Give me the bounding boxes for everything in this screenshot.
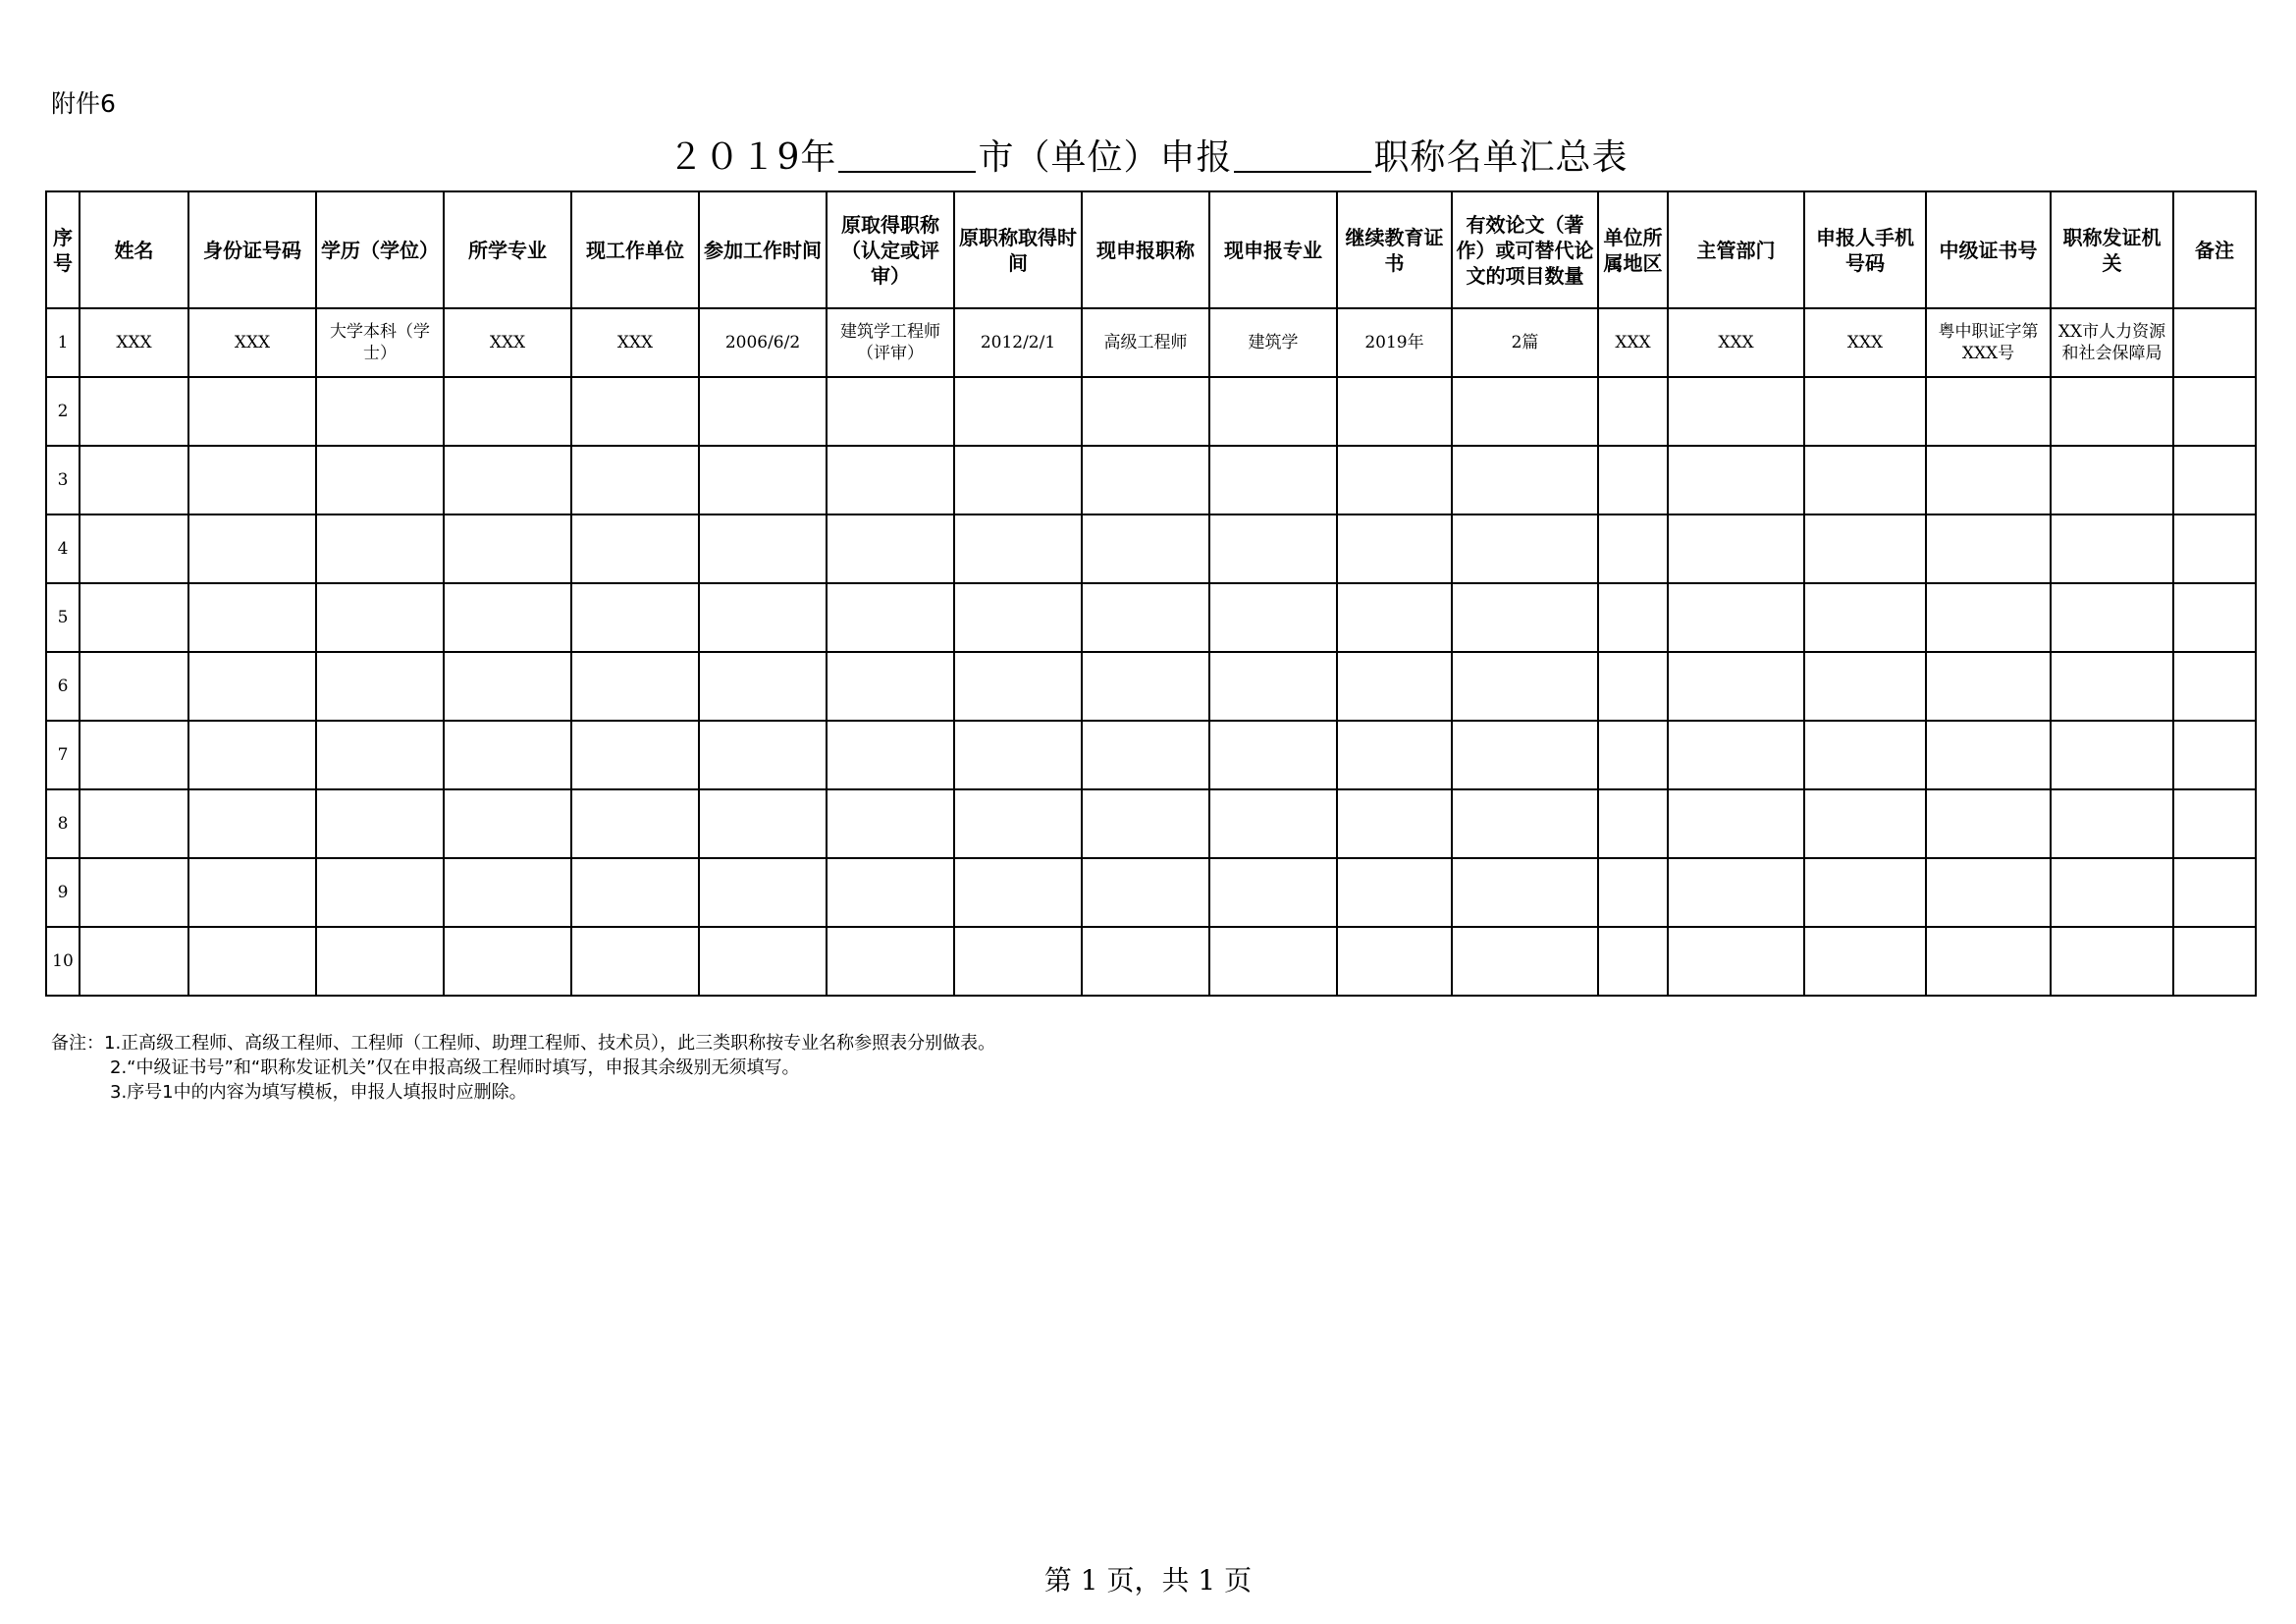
notes-block [51,1031,995,1105]
title-part-end: 职称名单汇总表 [1373,137,1629,178]
table-cell[interactable] [444,514,571,583]
table-cell[interactable] [1668,377,1804,446]
table-cell[interactable] [1668,858,1804,927]
table-cell[interactable] [1337,377,1452,446]
table-cell[interactable] [188,514,316,583]
table-cell[interactable] [954,858,1082,927]
table-row [46,927,2256,996]
table-cell[interactable] [1926,858,2051,927]
table-cell[interactable] [571,927,699,996]
table-cell[interactable] [1082,377,1209,446]
table-cell[interactable] [827,858,954,927]
table-cell[interactable] [1452,721,1598,789]
table-cell[interactable] [2051,652,2173,721]
table-cell[interactable] [699,927,827,996]
table-cell[interactable] [80,789,188,858]
table-cell[interactable] [699,858,827,927]
table-cell[interactable] [1804,377,1926,446]
column-header: 现申报职称 [1082,191,1209,308]
column-header: 现工作单位 [571,191,699,308]
table-cell[interactable] [2173,308,2256,377]
table-cell[interactable] [80,858,188,927]
summary-table [45,190,2257,997]
table-cell[interactable] [1209,927,1337,996]
table-cell[interactable] [1926,927,2051,996]
table-row [46,583,2256,652]
table-cell[interactable] [188,721,316,789]
table-cell[interactable] [444,652,571,721]
table-row [46,858,2256,927]
table-cell[interactable] [1082,858,1209,927]
note-line-2: 2.“中级证书号”和“职称发证机关”仅在申报高级工程师时填写，申报其余级别无须填写。 [110,1057,800,1078]
table-cell[interactable]: 粤中职证字第XXX号 [1926,308,2051,377]
row-number-cell[interactable]: 5 [46,583,80,652]
column-header: 序号 [46,191,80,308]
table-cell[interactable] [571,858,699,927]
column-header: 备注 [2173,191,2256,308]
table-cell[interactable] [1804,446,1926,514]
table-cell[interactable] [1668,721,1804,789]
row-number-cell[interactable]: 7 [46,721,80,789]
table-cell[interactable] [827,721,954,789]
table-cell[interactable] [1926,789,2051,858]
table-cell[interactable] [1082,789,1209,858]
table-cell[interactable] [188,583,316,652]
note-line-1: 备注：1.正高级工程师、高级工程师、工程师（工程师、助理工程师、技术员），此三类职称按专业名称参照表分别做表。 [51,1033,996,1054]
table-cell[interactable] [571,583,699,652]
table-cell[interactable] [1452,377,1598,446]
table-body [46,308,2256,996]
table-cell[interactable] [2051,858,2173,927]
table-cell[interactable] [1804,721,1926,789]
table-cell[interactable] [1598,858,1668,927]
table-cell[interactable] [1804,789,1926,858]
title-blank-city [838,170,976,173]
table-cell[interactable] [1668,652,1804,721]
table-cell[interactable] [1598,583,1668,652]
table-cell[interactable] [1337,721,1452,789]
row-number-cell[interactable]: 6 [46,652,80,721]
table-cell[interactable] [80,514,188,583]
table-cell[interactable] [188,652,316,721]
table-cell[interactable] [1209,446,1337,514]
title-part-city: 市（单位）申报 [978,137,1233,178]
table-row [46,377,2256,446]
table-cell[interactable] [2173,514,2256,583]
table-cell[interactable] [827,583,954,652]
column-header: 现申报专业 [1209,191,1337,308]
table-cell[interactable]: XXX [188,308,316,377]
table-cell[interactable] [1337,514,1452,583]
table-cell[interactable] [1452,583,1598,652]
table-cell[interactable] [1668,927,1804,996]
table-cell[interactable] [2173,789,2256,858]
table-cell[interactable] [2173,721,2256,789]
column-header: 所学专业 [444,191,571,308]
table-cell[interactable] [1598,446,1668,514]
table-cell[interactable] [1209,583,1337,652]
column-header: 职称发证机关 [2051,191,2173,308]
table-cell[interactable] [699,652,827,721]
table-cell[interactable] [1209,514,1337,583]
table-cell[interactable]: 2篇 [1452,308,1598,377]
table-cell[interactable] [571,377,699,446]
table-cell[interactable]: XX市人力资源和社会保障局 [2051,308,2173,377]
table-cell[interactable] [1926,514,2051,583]
table-cell[interactable] [316,514,444,583]
table-cell[interactable] [1452,652,1598,721]
table-cell[interactable] [1804,583,1926,652]
table-cell[interactable]: XXX [1668,308,1804,377]
table-cell[interactable] [1082,927,1209,996]
table-cell[interactable] [316,789,444,858]
table-cell[interactable] [1337,446,1452,514]
table-cell[interactable] [2173,446,2256,514]
table-cell[interactable] [699,721,827,789]
table-cell[interactable] [1082,446,1209,514]
table-cell[interactable] [1337,583,1452,652]
column-header: 身份证号码 [188,191,316,308]
table-cell[interactable] [1452,446,1598,514]
table-cell[interactable] [316,377,444,446]
table-cell[interactable] [571,652,699,721]
table-cell[interactable] [1598,514,1668,583]
table-cell[interactable] [954,446,1082,514]
table-cell[interactable] [1452,927,1598,996]
column-header: 参加工作时间 [699,191,827,308]
column-header: 中级证书号 [1926,191,2051,308]
table-cell[interactable] [1209,377,1337,446]
title-blank-title [1234,170,1371,173]
table-row [46,652,2256,721]
header-row [46,191,2256,308]
table-cell[interactable] [1668,514,1804,583]
table-cell[interactable] [316,583,444,652]
table-cell[interactable] [444,377,571,446]
table-cell[interactable] [2051,377,2173,446]
table-cell[interactable] [1804,652,1926,721]
table-cell[interactable] [1337,927,1452,996]
table-cell[interactable] [2051,927,2173,996]
table-cell[interactable] [188,858,316,927]
table-cell[interactable]: 大学本科（学士） [316,308,444,377]
table-cell[interactable]: 建筑学 [1209,308,1337,377]
table-cell[interactable] [1337,652,1452,721]
table-cell[interactable]: 2019年 [1337,308,1452,377]
table-cell[interactable] [827,514,954,583]
table-cell[interactable] [444,446,571,514]
column-header: 姓名 [80,191,188,308]
table-cell[interactable] [827,652,954,721]
table-cell[interactable] [827,377,954,446]
table-cell[interactable] [699,583,827,652]
column-header: 原职称取得时间 [954,191,1082,308]
table-cell[interactable] [188,789,316,858]
table-cell[interactable] [316,721,444,789]
column-header: 申报人手机号码 [1804,191,1926,308]
column-header: 继续教育证书 [1337,191,1452,308]
table-cell[interactable] [1926,446,2051,514]
table-cell[interactable] [571,789,699,858]
table-cell[interactable] [954,514,1082,583]
table-cell[interactable] [954,652,1082,721]
table-cell[interactable] [1452,514,1598,583]
table-cell[interactable] [827,446,954,514]
table-cell[interactable] [571,514,699,583]
table-row [46,308,2256,377]
row-number-cell[interactable]: 9 [46,858,80,927]
table-cell[interactable] [2173,583,2256,652]
table-cell[interactable] [954,927,1082,996]
table-cell[interactable] [188,377,316,446]
attachment-label: 附件6 [51,89,116,118]
table-cell[interactable] [1926,721,2051,789]
row-number-cell[interactable]: 1 [46,308,80,377]
table-cell[interactable] [699,446,827,514]
table-cell[interactable] [1804,858,1926,927]
table-cell[interactable] [80,446,188,514]
table-cell[interactable] [1337,789,1452,858]
table-cell[interactable] [1598,652,1668,721]
table-cell[interactable] [571,446,699,514]
table-cell[interactable] [1082,721,1209,789]
row-number-cell[interactable]: 8 [46,789,80,858]
table-row [46,721,2256,789]
table-cell[interactable] [444,789,571,858]
table-cell[interactable] [699,789,827,858]
table-cell[interactable] [80,927,188,996]
table-cell[interactable] [699,377,827,446]
table-cell[interactable] [1598,721,1668,789]
table-cell[interactable]: XXX [1804,308,1926,377]
table-cell[interactable] [80,377,188,446]
table-cell[interactable] [188,927,316,996]
table-cell[interactable] [1337,858,1452,927]
table-cell[interactable] [954,789,1082,858]
table-cell[interactable] [1804,514,1926,583]
row-number-cell[interactable]: 10 [46,927,80,996]
table-cell[interactable] [1082,652,1209,721]
table-cell[interactable] [444,721,571,789]
table-cell[interactable] [1668,583,1804,652]
page-footer: 第 1 页，共 1 页 [1043,1564,1253,1597]
note-line-3: 3.序号1中的内容为填写模板，申报人填报时应删除。 [110,1082,527,1103]
table-cell[interactable] [2051,583,2173,652]
table-cell[interactable] [954,583,1082,652]
title-part-year: ２０１9年 [667,137,837,178]
table-cell[interactable] [1209,721,1337,789]
column-header: 有效论文（著作）或可替代论文的项目数量 [1452,191,1598,308]
table-cell[interactable] [80,652,188,721]
table-cell[interactable]: XXX [80,308,188,377]
table-cell[interactable]: XXX [1598,308,1668,377]
table-cell[interactable] [1598,927,1668,996]
row-number-cell[interactable]: 2 [46,377,80,446]
table-cell[interactable] [954,721,1082,789]
table-row [46,446,2256,514]
table-cell[interactable]: 2012/2/1 [954,308,1082,377]
table-cell[interactable] [699,514,827,583]
table-cell[interactable]: 建筑学工程师（评审） [827,308,954,377]
table-cell[interactable] [1926,583,2051,652]
table-cell[interactable] [316,927,444,996]
table-cell[interactable] [2173,858,2256,927]
table-cell[interactable] [1209,789,1337,858]
table-cell[interactable] [1598,377,1668,446]
row-number-cell[interactable]: 3 [46,446,80,514]
table-row [46,789,2256,858]
table-cell[interactable] [80,721,188,789]
table-cell[interactable] [1926,652,2051,721]
table-cell[interactable] [827,927,954,996]
table-cell[interactable] [316,652,444,721]
column-header: 单位所属地区 [1598,191,1668,308]
table-cell[interactable] [954,377,1082,446]
table-cell[interactable] [1804,927,1926,996]
table-cell[interactable] [444,858,571,927]
table-cell[interactable] [2051,514,2173,583]
table-cell[interactable] [1668,446,1804,514]
column-header: 原取得职称（认定或评审） [827,191,954,308]
table-cell[interactable] [1452,858,1598,927]
table-cell[interactable] [2173,652,2256,721]
column-header: 学历（学位） [316,191,444,308]
table-cell[interactable] [188,446,316,514]
table-cell[interactable] [316,446,444,514]
table-cell[interactable] [1926,377,2051,446]
row-number-cell[interactable]: 4 [46,514,80,583]
table-cell[interactable] [444,927,571,996]
table-cell[interactable] [444,583,571,652]
table-cell[interactable]: 2006/6/2 [699,308,827,377]
table-cell[interactable] [1598,789,1668,858]
table-cell[interactable] [1209,858,1337,927]
table-cell[interactable] [571,721,699,789]
table-cell[interactable] [1209,652,1337,721]
table-cell[interactable] [1668,789,1804,858]
table-cell[interactable] [316,858,444,927]
page-title [0,130,2296,180]
table-cell[interactable] [2173,377,2256,446]
table-cell[interactable] [2173,927,2256,996]
table-cell[interactable] [2051,721,2173,789]
table-cell[interactable] [827,789,954,858]
column-header: 主管部门 [1668,191,1804,308]
table-cell[interactable]: XXX [571,308,699,377]
table-cell[interactable] [2051,446,2173,514]
table-cell[interactable]: XXX [444,308,571,377]
table-cell[interactable] [1452,789,1598,858]
table-cell[interactable] [1082,583,1209,652]
table-row [46,514,2256,583]
table-cell[interactable] [2051,789,2173,858]
table-cell[interactable]: 高级工程师 [1082,308,1209,377]
table-cell[interactable] [80,583,188,652]
table-cell[interactable] [1082,514,1209,583]
